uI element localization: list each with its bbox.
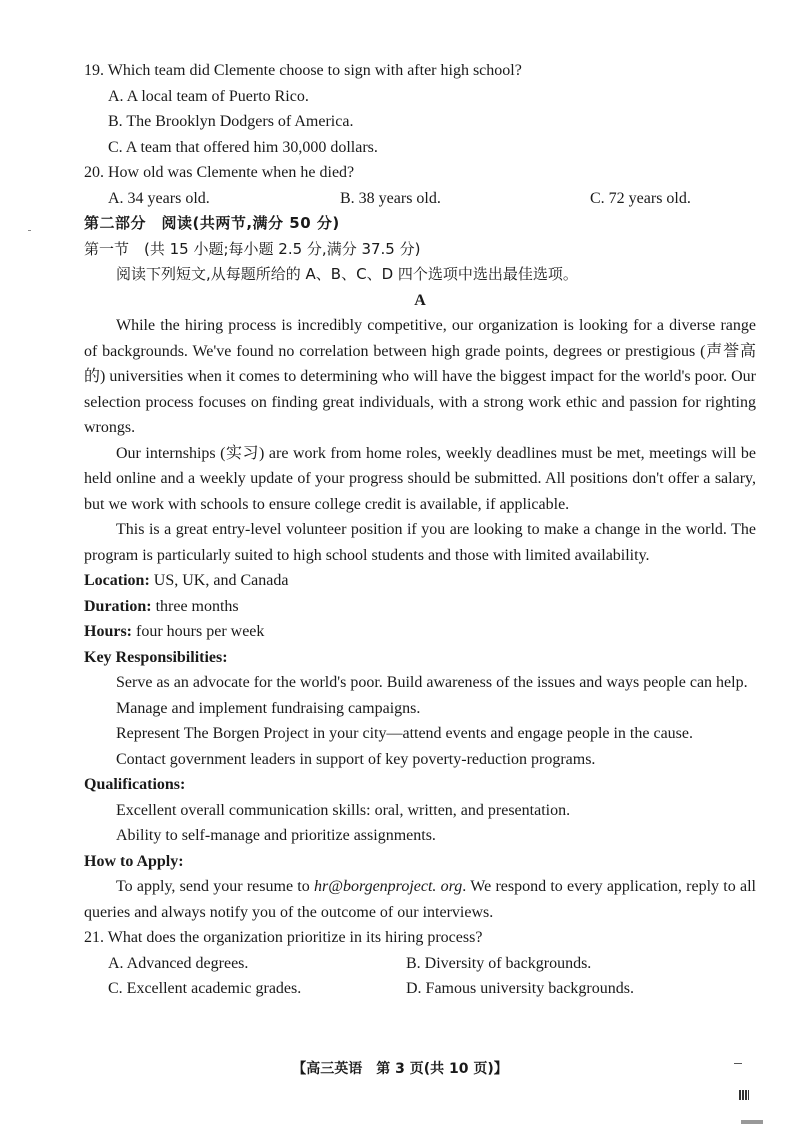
question-21-stem: 21. What does the organization prioritize in its hiring process? (84, 929, 483, 946)
question-21-option-a: A. Advanced degrees. (108, 954, 249, 972)
margin-mark (28, 230, 31, 231)
responsibility-1: Serve as an advocate for the world's poor. Build awareness of the issues and ways people can help. (116, 674, 748, 691)
responsibility-3: Represent The Borgen Project in your city—attend events and engage people in the cause. (116, 725, 694, 742)
qualification-1: Excellent overall communication skills: oral, written, and presentation. (116, 801, 571, 819)
apply-heading (84, 849, 756, 875)
qualifications-label: Qualifications: (84, 776, 186, 793)
duration-label: Duration: (84, 597, 152, 615)
location-label: Location: (84, 572, 150, 589)
location-line (84, 568, 756, 594)
hours-value: four hours per week (132, 623, 265, 640)
responsibility-2: Manage and implement fundraising campaigns. (116, 699, 421, 717)
question-21-options-row-2 (108, 976, 756, 1002)
responsibility-4: Contact government leaders in support of key poverty-reduction programs. (116, 750, 596, 768)
footer-dash-mark (734, 1063, 742, 1064)
qr-code-icon (739, 1090, 749, 1100)
question-21-option-d: D. Famous university backgrounds. (406, 980, 634, 997)
apply-paragraph (84, 874, 756, 925)
question-20-option-a: A. 34 years old. (108, 189, 210, 207)
passage-paragraph-1: While the hiring process is incredibly competitive, our organization is looking for a diverse range of backgrounds. We've found no correlation between high grade points, degrees or prestigious (声誉高的) universities when it comes to determining who will have the biggest impact for the world's poor. Our selection process focuses on finding great individuals, with a strong work ethic and passion for righting wrongs. (84, 317, 756, 436)
apply-label: How to Apply: (84, 852, 184, 870)
question-19-option-b: B. The Brooklyn Dodgers of America. (108, 113, 354, 130)
question-21-option-b: B. Diversity of backgrounds. (406, 954, 592, 972)
passage-title: A (414, 291, 426, 309)
hours-line (84, 619, 756, 645)
question-19-stem: 19. Which team did Clemente choose to sign with after high school? (84, 62, 522, 79)
responsibilities-heading (84, 645, 756, 671)
duration-value: three months (151, 597, 239, 615)
passage-paragraph-2: Our internships (实习) are work from home roles, weekly deadlines must be met, meetings will be held online and a weekly update of your progress should be submitted. All positions don't offer a salary, but we work with schools to ensure college credit is available, if applicable. (84, 444, 756, 513)
responsibilities-label: Key Responsibilities: (84, 648, 228, 666)
hours-label: Hours: (84, 623, 132, 640)
section-title: 第二部分 阅读(共两节,满分 50 分) (84, 214, 340, 232)
question-20-option-c: C. 72 years old. (590, 189, 691, 207)
section-instruction: 阅读下列短文,从每题所给的 A、B、C、D 四个选项中选出最佳选项。 (116, 265, 578, 283)
passage-paragraph-3: This is a great entry-level volunteer position if you are looking to make a change in the world. The program is particularly suited to high school students and those with limited availability. (84, 521, 756, 564)
exam-page (84, 58, 756, 1002)
question-20-options (108, 186, 756, 212)
section-subtitle: 第一节 (共 15 小题;每小题 2.5 分,满分 37.5 分) (84, 239, 421, 258)
question-20-option-b: B. 38 years old. (340, 189, 441, 207)
question-19-option-a: A. A local team of Puerto Rico. (108, 87, 309, 105)
apply-email: hr@borgenproject. org (314, 878, 463, 895)
duration-line (84, 594, 756, 620)
qualifications-heading (84, 772, 756, 798)
watermark-text-mark (741, 1120, 763, 1124)
apply-text-after: . We respond to every application, reply to all queries and always notify you of the outcome of our interviews. (84, 878, 756, 921)
question-21-option-c: C. Excellent academic grades. (108, 980, 302, 997)
scanner-watermark (739, 1083, 765, 1095)
question-21-options-row-1 (108, 951, 756, 977)
qualification-2: Ability to self-manage and prioritize assignments. (116, 827, 436, 844)
page-footer: 【高三英语 第 3 页(共 10 页)】 (292, 1061, 508, 1077)
location-value: US, UK, and Canada (149, 572, 289, 589)
apply-text-before: To apply, send your resume to (116, 878, 314, 895)
question-19-option-c: C. A team that offered him 30,000 dollars. (108, 138, 378, 156)
question-20-stem: 20. How old was Clemente when he died? (84, 164, 355, 181)
